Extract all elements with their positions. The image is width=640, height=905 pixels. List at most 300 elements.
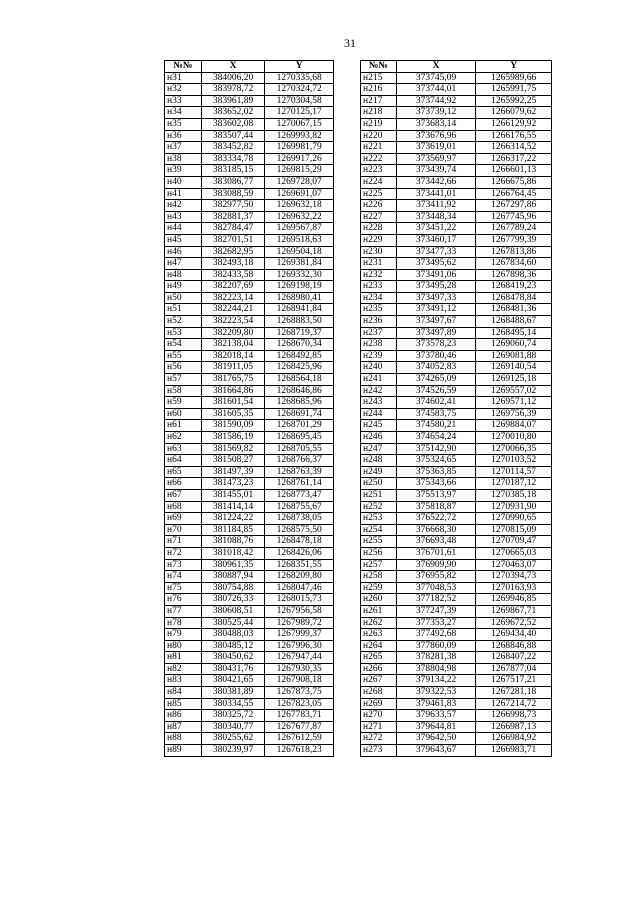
point-number-cell: н244 — [361, 408, 397, 420]
x-coordinate-cell: 380608,51 — [201, 605, 265, 617]
point-number-cell: н66 — [165, 478, 202, 490]
table-row — [165, 617, 334, 629]
column-header-x: X — [396, 61, 476, 73]
x-coordinate-cell: 373495,28 — [396, 281, 476, 293]
x-coordinate-cell: 376955,82 — [396, 571, 476, 583]
point-number-cell: н257 — [361, 559, 397, 571]
table-row — [165, 84, 334, 96]
table-row — [165, 652, 334, 664]
point-number-cell: н220 — [361, 130, 397, 142]
x-coordinate-cell: 383334,78 — [201, 153, 265, 165]
table-row — [361, 547, 552, 559]
table-row — [165, 385, 334, 397]
point-number-cell: н227 — [361, 211, 397, 223]
y-coordinate-cell: 1267956,58 — [265, 605, 334, 617]
x-coordinate-cell: 380255,62 — [201, 733, 265, 745]
y-coordinate-cell: 1269567,87 — [265, 223, 334, 235]
point-number-cell: н259 — [361, 582, 397, 594]
x-coordinate-cell: 377492,68 — [396, 629, 476, 641]
x-coordinate-cell: 381586,19 — [201, 432, 265, 444]
x-coordinate-cell: 379643,67 — [396, 745, 476, 757]
x-coordinate-cell: 383652,02 — [201, 107, 265, 119]
point-number-cell: н44 — [165, 223, 202, 235]
y-coordinate-cell: 1270931,90 — [476, 501, 552, 513]
x-coordinate-cell: 377860,09 — [396, 640, 476, 652]
x-coordinate-cell: 382977,50 — [201, 200, 265, 212]
point-number-cell: н247 — [361, 443, 397, 455]
point-number-cell: н224 — [361, 176, 397, 188]
x-coordinate-cell: 382433,58 — [201, 269, 265, 281]
point-number-cell: н242 — [361, 385, 397, 397]
x-coordinate-cell: 381590,09 — [201, 420, 265, 432]
point-number-cell: н243 — [361, 397, 397, 409]
y-coordinate-cell: 1265992,25 — [476, 95, 552, 107]
x-coordinate-cell: 380754,88 — [201, 582, 265, 594]
x-coordinate-cell: 375343,66 — [396, 478, 476, 490]
x-coordinate-cell: 376909,90 — [396, 559, 476, 571]
x-coordinate-cell: 373739,12 — [396, 107, 476, 119]
x-coordinate-cell: 381455,01 — [201, 489, 265, 501]
y-coordinate-cell: 1268701,29 — [265, 420, 334, 432]
point-number-cell: н261 — [361, 605, 397, 617]
point-number-cell: н63 — [165, 443, 202, 455]
table-row — [361, 269, 552, 281]
table-row — [361, 153, 552, 165]
y-coordinate-cell: 1268419,23 — [476, 281, 552, 293]
y-coordinate-cell: 1267297,86 — [476, 200, 552, 212]
x-coordinate-cell: 375363,85 — [396, 466, 476, 478]
table-row — [165, 582, 334, 594]
table-row — [165, 629, 334, 641]
table-row — [165, 432, 334, 444]
y-coordinate-cell: 1266984,92 — [476, 733, 552, 745]
table-row — [165, 675, 334, 687]
table-row — [361, 362, 552, 374]
point-number-cell: н223 — [361, 165, 397, 177]
table-row — [165, 258, 334, 270]
point-number-cell: н76 — [165, 594, 202, 606]
table-row — [165, 118, 334, 130]
table-row — [361, 675, 552, 687]
table-row — [361, 710, 552, 722]
point-number-cell: н217 — [361, 95, 397, 107]
table-row — [165, 72, 334, 84]
table-row — [165, 223, 334, 235]
y-coordinate-cell: 1268575,50 — [265, 524, 334, 536]
x-coordinate-cell: 380431,76 — [201, 663, 265, 675]
table-row — [165, 640, 334, 652]
y-coordinate-cell: 1266675,86 — [476, 176, 552, 188]
table-row — [165, 420, 334, 432]
table-row — [165, 710, 334, 722]
point-number-cell: н269 — [361, 698, 397, 710]
x-coordinate-cell: 376701,61 — [396, 547, 476, 559]
table-row — [165, 455, 334, 467]
x-coordinate-cell: 381605,35 — [201, 408, 265, 420]
y-coordinate-cell: 1268773,47 — [265, 489, 334, 501]
y-coordinate-cell: 1267823,05 — [265, 698, 334, 710]
table-row — [361, 478, 552, 490]
table-row — [361, 594, 552, 606]
y-coordinate-cell: 1268015,73 — [265, 594, 334, 606]
point-number-cell: н229 — [361, 234, 397, 246]
x-coordinate-cell: 373495,62 — [396, 258, 476, 270]
y-coordinate-cell: 1268670,34 — [265, 339, 334, 351]
x-coordinate-cell: 383978,72 — [201, 84, 265, 96]
point-number-cell: н31 — [165, 72, 202, 84]
y-coordinate-cell: 1267612,59 — [265, 733, 334, 745]
y-coordinate-cell: 1267745,96 — [476, 211, 552, 223]
y-coordinate-cell: 1269691,07 — [265, 188, 334, 200]
table-row — [165, 362, 334, 374]
table-row — [165, 733, 334, 745]
table-row — [165, 745, 334, 757]
table-row — [361, 745, 552, 757]
x-coordinate-cell: 382701,51 — [201, 234, 265, 246]
point-number-cell: н89 — [165, 745, 202, 757]
table-row — [361, 165, 552, 177]
point-number-cell: н235 — [361, 304, 397, 316]
y-coordinate-cell: 1269434,40 — [476, 629, 552, 641]
y-coordinate-cell: 1269140,54 — [476, 362, 552, 374]
table-row — [361, 687, 552, 699]
y-coordinate-cell: 1268980,41 — [265, 292, 334, 304]
point-number-cell: н64 — [165, 455, 202, 467]
point-number-cell: н263 — [361, 629, 397, 641]
point-number-cell: н46 — [165, 246, 202, 258]
table-row — [361, 374, 552, 386]
point-number-cell: н82 — [165, 663, 202, 675]
point-number-cell: н232 — [361, 269, 397, 281]
point-number-cell: н61 — [165, 420, 202, 432]
point-number-cell: н218 — [361, 107, 397, 119]
table-row — [361, 559, 552, 571]
x-coordinate-cell: 379461,83 — [396, 698, 476, 710]
y-coordinate-cell: 1269815,29 — [265, 165, 334, 177]
point-number-cell: н241 — [361, 374, 397, 386]
y-coordinate-cell: 1267789,24 — [476, 223, 552, 235]
point-number-cell: н45 — [165, 234, 202, 246]
point-number-cell: н71 — [165, 536, 202, 548]
point-number-cell: н221 — [361, 142, 397, 154]
table-row — [165, 547, 334, 559]
table-row — [361, 107, 552, 119]
point-number-cell: н68 — [165, 501, 202, 513]
point-number-cell: н70 — [165, 524, 202, 536]
point-number-cell: н216 — [361, 84, 397, 96]
table-row — [361, 721, 552, 733]
table-row — [361, 397, 552, 409]
point-number-cell: н271 — [361, 721, 397, 733]
x-coordinate-cell: 377048,53 — [396, 582, 476, 594]
y-coordinate-cell: 1267799,39 — [476, 234, 552, 246]
table-row — [361, 211, 552, 223]
y-coordinate-cell: 1267214,72 — [476, 698, 552, 710]
x-coordinate-cell: 382682,95 — [201, 246, 265, 258]
x-coordinate-cell: 373448,34 — [396, 211, 476, 223]
y-coordinate-cell: 1266317,22 — [476, 153, 552, 165]
table-row — [361, 524, 552, 536]
table-row — [361, 258, 552, 270]
x-coordinate-cell: 382784,47 — [201, 223, 265, 235]
x-coordinate-cell: 373451,22 — [396, 223, 476, 235]
page-number: 31 — [344, 36, 356, 50]
point-number-cell: н266 — [361, 663, 397, 675]
y-coordinate-cell: 1270103,52 — [476, 455, 552, 467]
x-coordinate-cell: 382207,69 — [201, 281, 265, 293]
x-coordinate-cell: 374602,41 — [396, 397, 476, 409]
y-coordinate-cell: 1270990,65 — [476, 513, 552, 525]
x-coordinate-cell: 381414,14 — [201, 501, 265, 513]
point-number-cell: н42 — [165, 200, 202, 212]
point-number-cell: н264 — [361, 640, 397, 652]
point-number-cell: н38 — [165, 153, 202, 165]
table-row — [361, 571, 552, 583]
table-row — [165, 153, 334, 165]
table-row — [165, 397, 334, 409]
point-number-cell: н40 — [165, 176, 202, 188]
point-number-cell: н58 — [165, 385, 202, 397]
x-coordinate-cell: 383602,08 — [201, 118, 265, 130]
table-row — [165, 130, 334, 142]
x-coordinate-cell: 383507,44 — [201, 130, 265, 142]
x-coordinate-cell: 381473,23 — [201, 478, 265, 490]
point-number-cell: н35 — [165, 118, 202, 130]
point-number-cell: н265 — [361, 652, 397, 664]
table-row — [361, 513, 552, 525]
y-coordinate-cell: 1268941,84 — [265, 304, 334, 316]
point-number-cell: н52 — [165, 316, 202, 328]
point-number-cell: н81 — [165, 652, 202, 664]
table-row — [165, 605, 334, 617]
table-row — [165, 316, 334, 328]
point-number-cell: н57 — [165, 374, 202, 386]
table-row — [361, 605, 552, 617]
x-coordinate-cell: 384006,20 — [201, 72, 265, 84]
y-coordinate-cell: 1270067,15 — [265, 118, 334, 130]
x-coordinate-cell: 382138,04 — [201, 339, 265, 351]
x-coordinate-cell: 373491,12 — [396, 304, 476, 316]
table-row — [361, 292, 552, 304]
table-row — [165, 350, 334, 362]
y-coordinate-cell: 1269518,63 — [265, 234, 334, 246]
x-coordinate-cell: 381765,75 — [201, 374, 265, 386]
point-number-cell: н62 — [165, 432, 202, 444]
y-coordinate-cell: 1268495,14 — [476, 327, 552, 339]
y-coordinate-cell: 1270709,47 — [476, 536, 552, 548]
y-coordinate-cell: 1270394,73 — [476, 571, 552, 583]
y-coordinate-cell: 1268209,80 — [265, 571, 334, 583]
point-number-cell: н33 — [165, 95, 202, 107]
y-coordinate-cell: 1267930,35 — [265, 663, 334, 675]
x-coordinate-cell: 381088,76 — [201, 536, 265, 548]
y-coordinate-cell: 1270335,68 — [265, 72, 334, 84]
x-coordinate-cell: 382244,21 — [201, 304, 265, 316]
x-coordinate-cell: 380334,55 — [201, 698, 265, 710]
y-coordinate-cell: 1267517,21 — [476, 675, 552, 687]
table-row — [361, 432, 552, 444]
x-coordinate-cell: 380450,62 — [201, 652, 265, 664]
point-number-cell: н47 — [165, 258, 202, 270]
table-row — [361, 489, 552, 501]
y-coordinate-cell: 1265991,75 — [476, 84, 552, 96]
y-coordinate-cell: 1268738,05 — [265, 513, 334, 525]
table-row — [165, 524, 334, 536]
point-number-cell: н50 — [165, 292, 202, 304]
table-row — [165, 234, 334, 246]
x-coordinate-cell: 381569,82 — [201, 443, 265, 455]
table-row — [165, 188, 334, 200]
table-row — [361, 582, 552, 594]
x-coordinate-cell: 377353,27 — [396, 617, 476, 629]
point-number-cell: н34 — [165, 107, 202, 119]
x-coordinate-cell: 381664,86 — [201, 385, 265, 397]
y-coordinate-cell: 1268761,14 — [265, 478, 334, 490]
column-header-number: №№ — [165, 61, 202, 73]
table-row — [165, 339, 334, 351]
y-coordinate-cell: 1269198,19 — [265, 281, 334, 293]
y-coordinate-cell: 1268763,39 — [265, 466, 334, 478]
y-coordinate-cell: 1267281,18 — [476, 687, 552, 699]
table-row — [361, 176, 552, 188]
point-number-cell: н253 — [361, 513, 397, 525]
table-row — [361, 234, 552, 246]
x-coordinate-cell: 374265,09 — [396, 374, 476, 386]
table-row — [361, 142, 552, 154]
point-number-cell: н245 — [361, 420, 397, 432]
point-number-cell: н255 — [361, 536, 397, 548]
point-number-cell: н32 — [165, 84, 202, 96]
table-row — [361, 72, 552, 84]
column-header-y: Y — [476, 61, 552, 73]
table-row — [165, 374, 334, 386]
table-row — [361, 617, 552, 629]
point-number-cell: н267 — [361, 675, 397, 687]
table-row — [165, 200, 334, 212]
x-coordinate-cell: 379134,22 — [396, 675, 476, 687]
x-coordinate-cell: 382223,54 — [201, 316, 265, 328]
x-coordinate-cell: 383088,59 — [201, 188, 265, 200]
y-coordinate-cell: 1268407,22 — [476, 652, 552, 664]
point-number-cell: н258 — [361, 571, 397, 583]
x-coordinate-cell: 374526,59 — [396, 385, 476, 397]
table-row — [361, 385, 552, 397]
y-coordinate-cell: 1267873,75 — [265, 687, 334, 699]
x-coordinate-cell: 378281,38 — [396, 652, 476, 664]
x-coordinate-cell: 373744,92 — [396, 95, 476, 107]
y-coordinate-cell: 1269632,18 — [265, 200, 334, 212]
y-coordinate-cell: 1268492,85 — [265, 350, 334, 362]
point-number-cell: н251 — [361, 489, 397, 501]
point-number-cell: н273 — [361, 745, 397, 757]
table-row — [165, 165, 334, 177]
table-row — [165, 478, 334, 490]
point-number-cell: н254 — [361, 524, 397, 536]
point-number-cell: н83 — [165, 675, 202, 687]
x-coordinate-cell: 379633,57 — [396, 710, 476, 722]
y-coordinate-cell: 1269571,12 — [476, 397, 552, 409]
x-coordinate-cell: 381224,22 — [201, 513, 265, 525]
x-coordinate-cell: 376693,48 — [396, 536, 476, 548]
y-coordinate-cell: 1266998,73 — [476, 710, 552, 722]
y-coordinate-cell: 1268478,84 — [476, 292, 552, 304]
point-number-cell: н65 — [165, 466, 202, 478]
point-number-cell: н226 — [361, 200, 397, 212]
point-number-cell: н48 — [165, 269, 202, 281]
table-row — [361, 443, 552, 455]
point-number-cell: н248 — [361, 455, 397, 467]
table-row — [361, 118, 552, 130]
x-coordinate-cell: 377182,52 — [396, 594, 476, 606]
x-coordinate-cell: 375513,97 — [396, 489, 476, 501]
y-coordinate-cell: 1266764,45 — [476, 188, 552, 200]
x-coordinate-cell: 381184,85 — [201, 524, 265, 536]
y-coordinate-cell: 1270163,93 — [476, 582, 552, 594]
y-coordinate-cell: 1267947,44 — [265, 652, 334, 664]
y-coordinate-cell: 1270125,17 — [265, 107, 334, 119]
x-coordinate-cell: 380488,03 — [201, 629, 265, 641]
table-row — [165, 443, 334, 455]
y-coordinate-cell: 1269993,82 — [265, 130, 334, 142]
y-coordinate-cell: 1266176,55 — [476, 130, 552, 142]
x-coordinate-cell: 373676,96 — [396, 130, 476, 142]
table-row — [361, 95, 552, 107]
table-row — [361, 698, 552, 710]
point-number-cell: н77 — [165, 605, 202, 617]
point-number-cell: н215 — [361, 72, 397, 84]
y-coordinate-cell: 1268883,50 — [265, 316, 334, 328]
table-row — [165, 176, 334, 188]
x-coordinate-cell: 373683,14 — [396, 118, 476, 130]
point-number-cell: н231 — [361, 258, 397, 270]
x-coordinate-cell: 381497,39 — [201, 466, 265, 478]
x-coordinate-cell: 376522,72 — [396, 513, 476, 525]
y-coordinate-cell: 1267877,04 — [476, 663, 552, 675]
x-coordinate-cell: 373477,33 — [396, 246, 476, 258]
y-coordinate-cell: 1266601,13 — [476, 165, 552, 177]
point-number-cell: н237 — [361, 327, 397, 339]
table-row — [361, 455, 552, 467]
x-coordinate-cell: 380887,94 — [201, 571, 265, 583]
x-coordinate-cell: 382881,37 — [201, 211, 265, 223]
y-coordinate-cell: 1268481,36 — [476, 304, 552, 316]
y-coordinate-cell: 1269504,18 — [265, 246, 334, 258]
table-row — [165, 501, 334, 513]
y-coordinate-cell: 1268426,06 — [265, 547, 334, 559]
x-coordinate-cell: 381018,42 — [201, 547, 265, 559]
table-row — [165, 246, 334, 258]
table-row — [165, 687, 334, 699]
point-number-cell: н80 — [165, 640, 202, 652]
table-row — [361, 200, 552, 212]
point-number-cell: н225 — [361, 188, 397, 200]
y-coordinate-cell: 1268478,18 — [265, 536, 334, 548]
x-coordinate-cell: 373578,23 — [396, 339, 476, 351]
x-coordinate-cell: 373497,67 — [396, 316, 476, 328]
y-coordinate-cell: 1266987,13 — [476, 721, 552, 733]
point-number-cell: н37 — [165, 142, 202, 154]
y-coordinate-cell: 1270304,58 — [265, 95, 334, 107]
table-row — [361, 466, 552, 478]
y-coordinate-cell: 1270463,07 — [476, 559, 552, 571]
y-coordinate-cell: 1268766,37 — [265, 455, 334, 467]
point-number-cell: н85 — [165, 698, 202, 710]
y-coordinate-cell: 1267677,87 — [265, 721, 334, 733]
y-coordinate-cell: 1266079,62 — [476, 107, 552, 119]
point-number-cell: н230 — [361, 246, 397, 258]
y-coordinate-cell: 1268695,45 — [265, 432, 334, 444]
y-coordinate-cell: 1268755,67 — [265, 501, 334, 513]
